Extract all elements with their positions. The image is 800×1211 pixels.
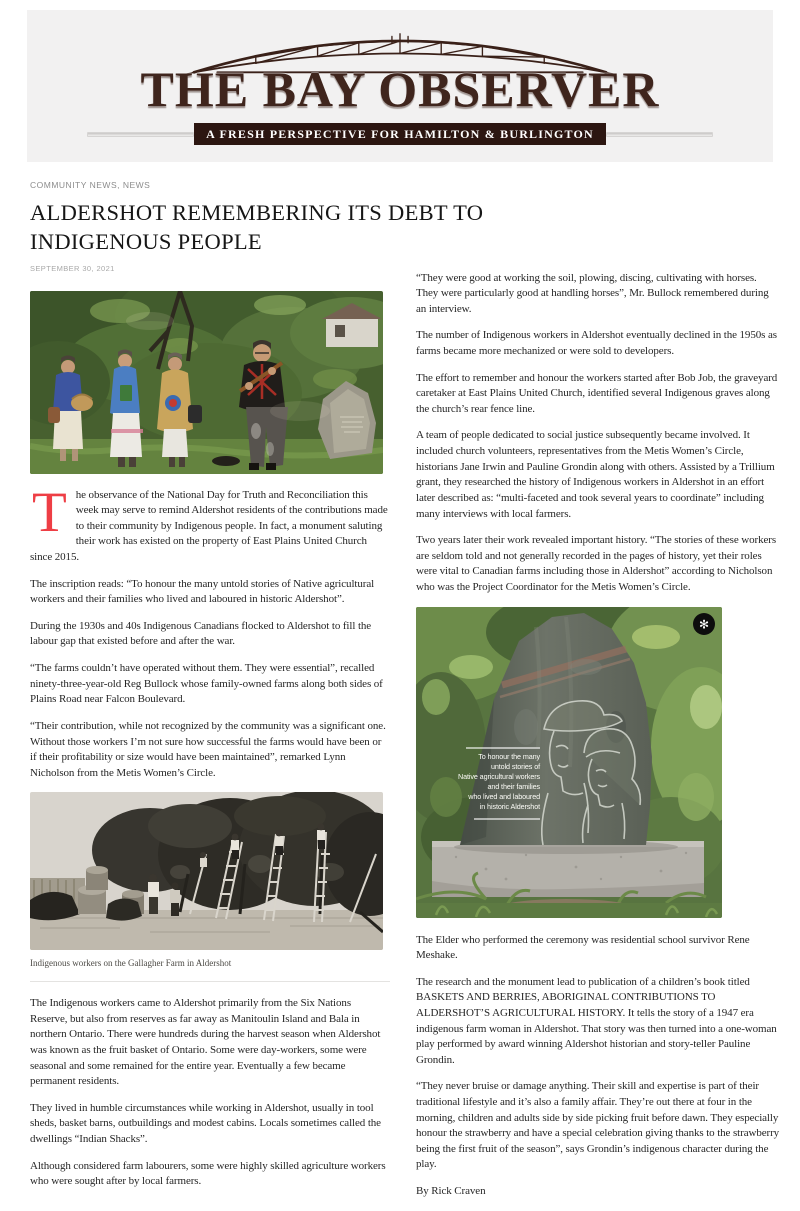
monument-photo[interactable]	[416, 607, 780, 918]
paragraph: A team of people dedicated to social justice subsequently became involved. It included church volunteers, representatives from the Metis Women’s Circle, historians Jane Irwin and Pauline Grondin along with others. Assisted by a Trillium grant, they researched the history of Indigenous workers in Aldershot in an effort later described as: “multi-faceted and took several years to coordinate” including many interviews with local farmers.	[416, 429, 775, 520]
ceremony-photo	[30, 291, 390, 474]
paragraph: They lived in humble circumstances while working in Aldershot, usually in tool sheds, basket barns, outbuildings and modest cabins. Locals sometimes called the dwellings “Indian Shacks”.	[30, 1101, 381, 1145]
ceremony-photo-image	[30, 291, 383, 474]
paragraph: During the 1930s and 40s Indigenous Canadians flocked to Aldershot to fill the labour gap that existed before and after the war.	[30, 619, 372, 648]
paragraph: The Elder who performed the ceremony was residential school survivor Rene Meshake.	[416, 933, 750, 962]
site-tagline: A FRESH PERSPECTIVE FOR HAMILTON & BURLINGTON	[194, 123, 606, 145]
article-columns	[30, 271, 780, 1211]
breadcrumb-categories[interactable]: COMMUNITY NEWS, NEWS	[30, 180, 151, 190]
pedestal	[432, 840, 704, 897]
paragraph: The research and the monument lead to publication of a children’s book titled BASKETS AND BERRIES, ABORIGINAL CONTRIBUTIONS TO ALDERSHOT’S AGRICULTURAL HISTORY. It tells the story of a 1947 era indigenous farm woman in Aldershot. That story was then turned into a one-woman play performed by award winning Aldershot historian and story-teller Pauline Grondin.	[416, 975, 777, 1066]
inscription-line: and their families	[487, 781, 540, 791]
article-byline: By Rick Craven	[416, 1185, 486, 1198]
site-title[interactable]: THE BAY OBSERVER	[140, 61, 660, 117]
photo-caption: Indigenous workers on the Gallagher Farm in Aldershot	[30, 958, 232, 969]
inscription-line: who lived and laboured	[468, 791, 540, 801]
article-title: ALDERSHOT REMEMBERING ITS DEBT TO INDIGENOUS PEOPLE	[30, 200, 484, 254]
paragraph: “They were good at working the soil, plowing, discing, cultivating with horses. They were particularly good at handling horses”, Mr. Bullock remembered during an interview.	[416, 271, 769, 315]
orchard-photo-image	[30, 792, 383, 950]
tagline-row	[27, 123, 773, 145]
svg-text:✻: ✻	[699, 617, 709, 632]
monument-photo-image	[416, 607, 722, 918]
inscription-line: Native agricultural workers	[458, 771, 540, 781]
paragraph: The Indigenous workers came to Aldershot primarily from the Six Nations Reserve, but also from reserves as far away as Manitoulin Island and Bala in northern Ontario. There were hundreds during the harvest season when Aldershot was known as the fruit basket of Ontario. Some were day-workers, some were seasonal and some remained for the entire year. Eventually a few became permanent residents.	[30, 997, 381, 1088]
groove-line-right	[606, 132, 713, 137]
paragraph: Although considered farm labourers, some were highly skilled agriculture workers who were sought after by local farmers.	[30, 1159, 386, 1188]
column-left	[30, 285, 390, 1211]
paragraph: “The farms couldn’t have operated without them. They were essential”, recalled ninety-three-year-old Reg Bullock whose family-owned farms along both sides of Plains Road near Falcon Boulevard.	[30, 662, 383, 706]
article-page	[0, 10, 800, 1211]
paragraph: The effort to remember and honour the workers started after Bob Job, the graveyard caretaker at East Plains United Church, identified several Indigenous graves along the church’s rear fence line.	[416, 371, 778, 415]
ground	[30, 910, 383, 950]
column-right	[416, 271, 780, 1211]
inscription-line: in historic Aldershot	[479, 801, 540, 811]
inscription-line: untold stories of	[490, 761, 540, 771]
paragraph: “Their contribution, while not recognized by the community was a significant one. Without those workers I’m not sure how successful the farms would have been or if their profitability or size would have been maintained”, remarked Lynn Nicholson from the Metis Women’s Circle.	[30, 719, 386, 779]
lead-paragraph	[30, 480, 390, 566]
site-header	[27, 10, 773, 162]
article-main	[0, 180, 800, 1211]
paragraph: “They never bruise or damage anything. Their skill and expertise is part of their traditional lifestyle and it’s also a family affair. They’re out there at four in the morning, children and adults side by side picking fruit before dawn. They especially honour the strawberry and have a special celebration giving thanks to the strawberry being the first fruit of the season”, says Grondin’s indigenous character during the play.	[416, 1080, 780, 1171]
caption-divider	[30, 981, 390, 982]
drop-cap: T	[32, 480, 67, 544]
lead-text: he observance of the National Day for Truth and Reconciliation this week may serve to remind Aldershot residents of the contributions made to their community by Indigenous people. In fact, a monument saluting their work has existed on the property of East Plains United Church since 2015.	[30, 488, 388, 564]
paragraph: The inscription reads: “To honour the many untold stories of Native agricultural workers and their families who lived and laboured in historic Aldershot”.	[30, 577, 375, 606]
paragraph: The number of Indigenous workers in Aldershot eventually declined in the 1950s as farms became more mechanized or were sold to developers.	[416, 329, 777, 358]
bag-on-grass	[212, 456, 240, 466]
orchard-photo	[30, 792, 390, 982]
inscription-line: To honour the many	[478, 751, 540, 761]
paragraph: Two years later their work revealed important history. “The stories of these workers are seldom told and not generally recorded in the pages of history, yet their roles were vital to Canadian farms including those in Aldershot” according to Nicholson who was the Project Coordinator for the Metis Women’s Circle.	[416, 534, 777, 593]
article-date: SEPTEMBER 30, 2021	[30, 263, 115, 273]
groove-line-left	[87, 132, 194, 137]
watermark-icon[interactable]	[693, 613, 715, 635]
